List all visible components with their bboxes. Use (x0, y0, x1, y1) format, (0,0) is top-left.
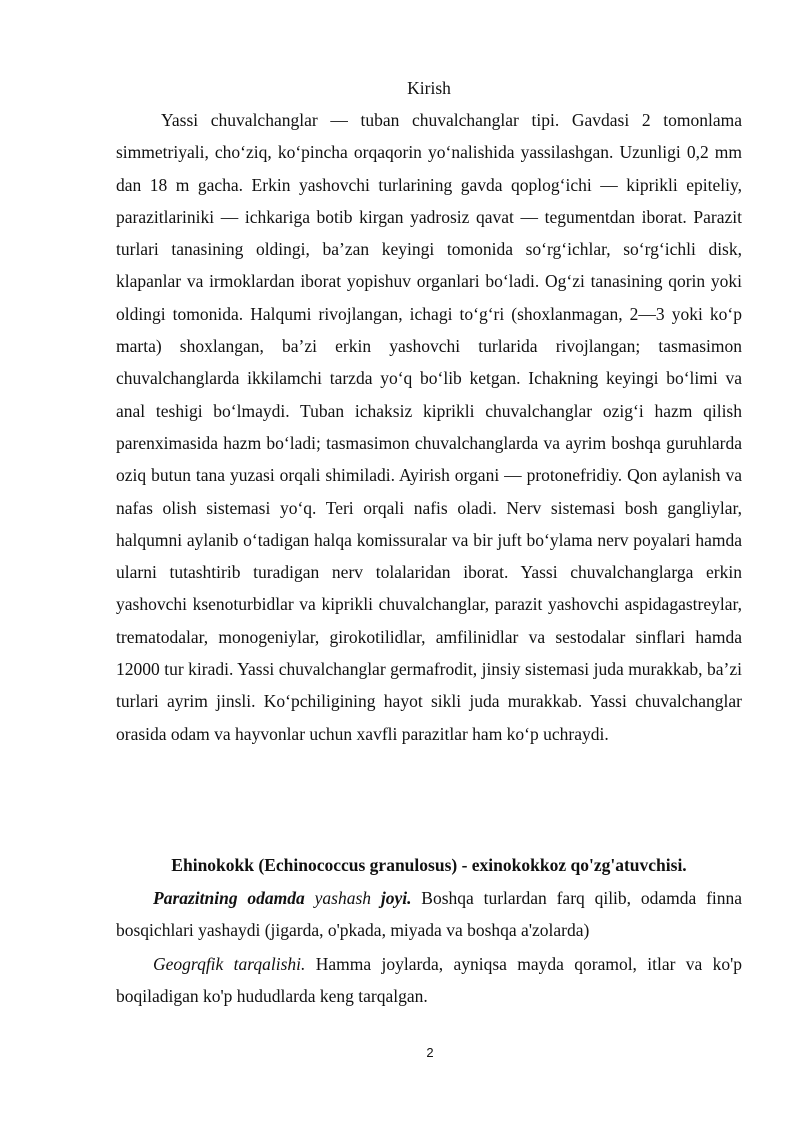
distribution-text: Hamma joylarda, ayniqsa mayda qoramol, itlar va ko'p boqiladigan ko'p hududlarda keng tarqalgan. (116, 954, 742, 1007)
habitat-label-part3: joyi. (380, 888, 412, 908)
distribution-paragraph (116, 948, 742, 1013)
habitat-label-part1: Parazitning odamda (153, 888, 305, 908)
habitat-label-part2: yashash (314, 888, 372, 908)
distribution-label: Geogrqfik tarqalishi. (153, 954, 306, 974)
page-number: 2 (426, 1045, 434, 1060)
section-heading: Ehinokokk (Echinococcus granulosus) - exinokokkoz qo'zg'atuvchisi. (171, 855, 687, 875)
page-title: Kirish (407, 78, 451, 98)
intro-paragraph: Yassi chuvalchanglar — tuban chuvalchanglar tipi. Gavdasi 2 tomonlama simmetriyali, cho‘ziq, ko‘pincha orqaqorin yo‘nalishida yassilashgan. Uzunligi 0,2 mm dan 18 m gacha. Erkin yashovchi turlarining gavda qoplog‘ichi — kiprikli epiteliy, parazitlariniki — ichkariga botib kirgan yadrosiz qavat — tegumentdan iborat. Parazit turlari tanasining oldingi, ba’zan keyingi tomonida so‘rg‘ichlar, so‘rg‘ichli disk, klapanlar va irmoklardan iborat yopishuv organlari bo‘ladi. Og‘zi tanasining qorin yoki oldingi tomonida. Halqumi rivojlangan, ichagi to‘g‘ri (shoxlanmagan, 2—3 yoki ko‘p marta) shoxlangan, ba’zi erkin yashovchi turlarida rivojlangan; tasmasimon chuvalchanglarda ikkilamchi tarzda yo‘q bo‘lib ketgan. Ichakning keyingi bo‘limi va anal teshigi bo‘lmaydi. Tuban ichaksiz kiprikli chuvalchanglar ozig‘i hazm qilish parenximasida hazm bo‘ladi; tasmasimon chuvalchanglarda va ayrim boshqa guruhlarda oziq butun tana yuzasi orqali shimiladi. Ayirish organi — protonefridiy. Qon aylanish va nafas olish sistemasi yo‘q. Teri orqali nafis oladi. Nerv sistemasi bosh gangliylar, halqumni aylanib o‘tadigan halqa komissuralar va bir juft bo‘ylama nerv poyalari hamda ularni tutashtirib turadigan nerv tolalaridan iborat. Yassi chuvalchanglarga erkin yashovchi ksenoturbidlar va kiprikli chuvalchanglar, parazit yashovchi aspidagastreylar, trematodalar, monogeniylar, girokotilidlar, amfilinidlar va sestodalar sinflari hamda 12000 tur kiradi. Yassi chuvalchanglar germafrodit, jinsiy sistemasi juda murakkab, ba’zi turlari ayrim jinsli. Ko‘pchiligining hayot sikli juda murakkab. Yassi chuvalchanglar orasida odam va hayvonlar uchun xavfli parazitlar ham ko‘p uchraydi. (116, 110, 742, 744)
habitat-text: Boshqa turlardan farq qilib, odamda finna bosqichlari yashaydi (jigarda, o'pkada, miyada va boshqa a'zolarda) (116, 888, 743, 941)
habitat-paragraph (116, 882, 742, 947)
